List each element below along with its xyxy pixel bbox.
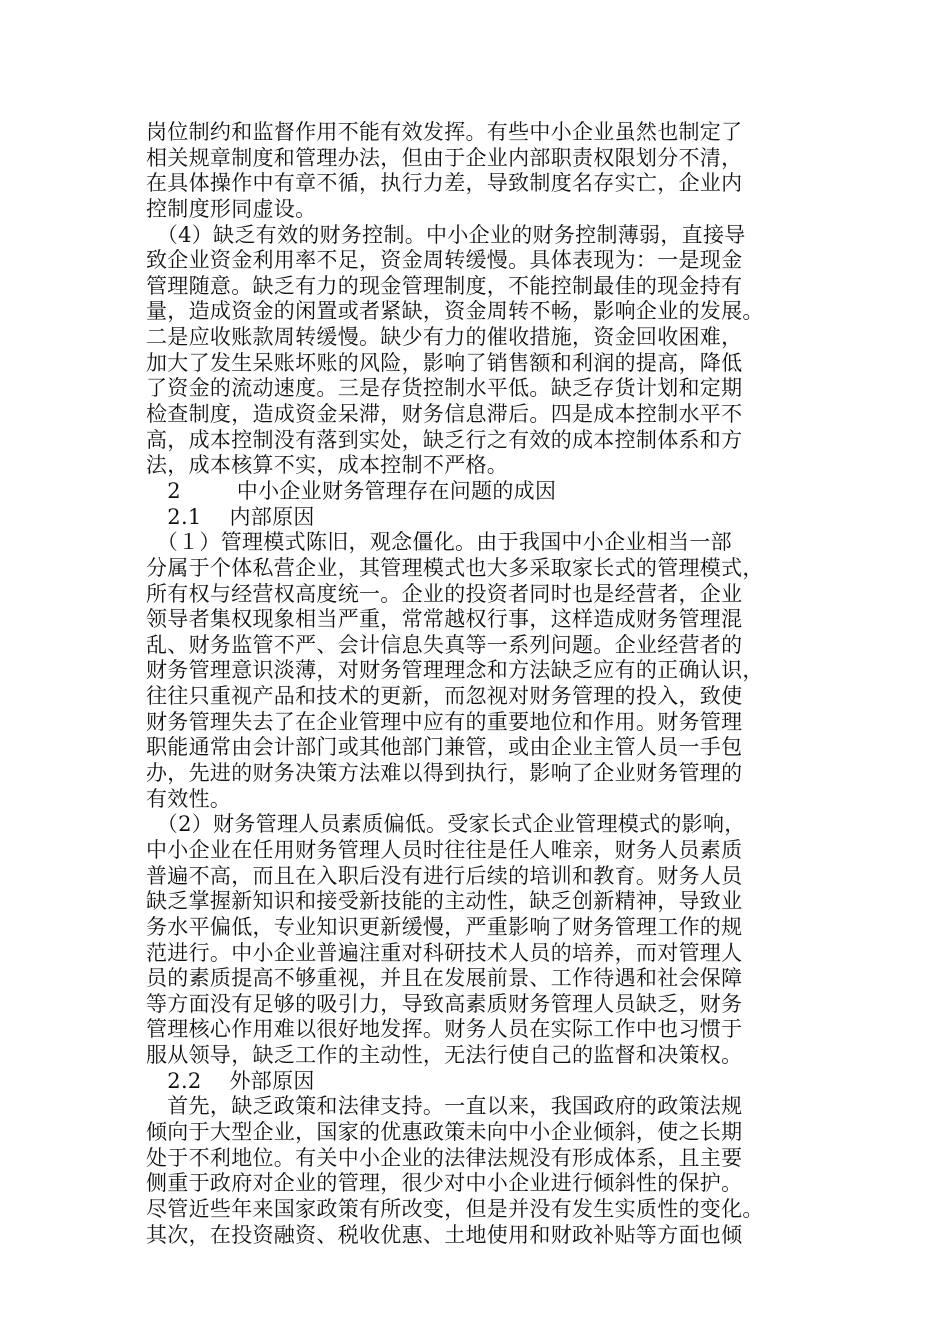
text-line: 岗位制约和监督作用不能有效发挥。有些中小企业虽然也制定了: [146, 120, 743, 144]
text-line: 往往只重视产品和技术的更新，而忽视对财务管理的投入，致使: [146, 684, 743, 709]
text-line: 职能通常由会计部门或其他部门兼管，或由企业主管人员一手包: [146, 735, 743, 760]
text-line: 等方面没有足够的吸引力，导致高素质财务管理人员缺乏，财务: [146, 991, 743, 1016]
text-line: 尽管近些年来国家政策有所改变，但是并没有发生实质性的变化。: [146, 1196, 764, 1221]
subsection-heading: 2.2 外部原因: [146, 1068, 315, 1093]
text-line: 在具体操作中有章不循，执行力差，导致制度名存实亡，企业内: [146, 171, 743, 196]
text-line: 缺乏掌握新知识和接受新技能的主动性，缺乏创新精神，导致业: [146, 889, 743, 914]
text-line: 了资金的流动速度。三是存货控制水平低。缺乏存货计划和定期: [146, 376, 743, 401]
text-line: 致企业资金利用率不足，资金周转缓慢。具体表现为：一是现金: [146, 248, 743, 273]
text-line: 服从领导，缺乏工作的主动性，无法行使自己的监督和决策权。: [146, 1043, 743, 1068]
text-line: 其次，在投资融资、税收优惠、土地使用和财政补贴等方面也倾: [146, 1222, 743, 1247]
text-line: 检查制度，造成资金呆滞，财务信息滞后。四是成本控制水平不: [146, 402, 743, 427]
section-heading: 2 中小企业财务管理存在问题的成因: [146, 478, 557, 503]
text-line: 二是应收账款周转缓慢。缺少有力的催收措施，资金回收困难，: [146, 325, 743, 350]
text-line: 所有权与经营权高度统一。企业的投资者同时也是经营者，企业: [146, 581, 743, 606]
text-line: 务水平偏低，专业知识更新缓慢，严重影响了财务管理工作的规: [146, 914, 743, 939]
text-line: 倾向于大型企业，国家的优惠政策未向中小企业倾斜，使之长期: [146, 1119, 743, 1144]
text-line: 范进行。中小企业普遍注重对科研技术人员的培养，而对管理人: [146, 940, 743, 965]
text-line: 加大了发生呆账坏账的风险，影响了销售额和利润的提高，降低: [146, 350, 743, 375]
text-line: 财务管理意识淡薄，对财务管理理念和方法缺乏应有的正确认识，: [146, 658, 764, 683]
text-line: 相关规章制度和管理办法，但由于企业内部职责权限划分不清，: [146, 145, 743, 170]
text-line: 首先，缺乏政策和法律支持。一直以来，我国政府的政策法规: [146, 1094, 743, 1119]
text-line: 中小企业在任用财务管理人员时往往是任人唯亲，财务人员素质: [146, 837, 743, 862]
text-line: （１）管理模式陈旧，观念僵化。由于我国中小企业相当一部: [146, 530, 732, 555]
text-line: 控制度形同虚设。: [146, 196, 317, 221]
document-body: [146, 120, 786, 1248]
text-line: 管理核心作用难以很好地发挥。财务人员在实际工作中也习惯于: [146, 1017, 743, 1042]
text-line: 普遍不高，而且在入职后没有进行后续的培训和教育。财务人员: [146, 863, 743, 888]
text-line: 乱、财务监管不严、会计信息失真等一系列问题。企业经营者的: [146, 632, 743, 657]
text-line: 高，成本控制没有落到实处，缺乏行之有效的成本控制体系和方: [146, 427, 743, 452]
text-line: 分属于个体私营企业，其管理模式也大多采取家长式的管理模式，: [146, 555, 764, 580]
text-line: 管理随意。缺乏有力的现金管理制度，不能控制最佳的现金持有: [146, 273, 743, 298]
text-line: 侧重于政府对企业的管理，很少对中小企业进行倾斜性的保护。: [146, 1171, 743, 1196]
text-line: 员的素质提高不够重视，并且在发展前景、工作待遇和社会保障: [146, 966, 743, 991]
text-line: 法，成本核算不实，成本控制不严格。: [146, 453, 509, 478]
text-line: 有效性。: [146, 786, 232, 811]
text-line: 办，先进的财务决策方法难以得到执行，影响了企业财务管理的: [146, 761, 743, 786]
text-line: （2）财务管理人员素质偏低。受家长式企业管理模式的影响，: [146, 812, 746, 837]
text-line: （4）缺乏有效的财务控制。中小企业的财务控制薄弱，直接导: [146, 222, 746, 247]
text-line: 处于不利地位。有关中小企业的法律法规没有形成体系，且主要: [146, 1145, 743, 1170]
text-line: 财务管理失去了在企业管理中应有的重要地位和作用。财务管理: [146, 709, 743, 734]
text-line: 领导者集权现象相当严重，常常越权行事，这样造成财务管理混: [146, 607, 743, 632]
subsection-heading: 2.1 内部原因: [146, 504, 315, 529]
text-line: 量，造成资金的闲置或者紧缺，资金周转不畅，影响企业的发展。: [146, 299, 764, 324]
